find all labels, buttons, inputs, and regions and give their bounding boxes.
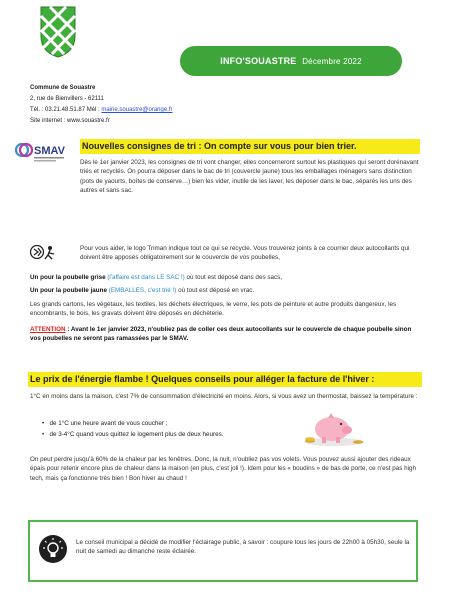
piggy-bank-icon (300, 408, 370, 448)
tel-label: Tél. : 03.21.48.51.87 Mél : (30, 107, 100, 113)
tri-paragraph-2: Pour vous aider, le logo Triman indique tout ce qui se recycle. Vous trouverez joints à ce courrier deux autocollants qui doivent être apposés obligatoirement sur le couvercle de vos poubelles, (80, 245, 410, 262)
tri-warning (30, 325, 420, 344)
tri-section-title: Nouvelles consignes de tri : On compte sur vous pour bien trier. (80, 139, 420, 154)
email-link[interactable]: mairie.souastre@orange.fr (101, 107, 173, 113)
website[interactable]: Site internet : www.souastre.fr (30, 118, 110, 124)
banner-title: INFO'SOUASTRE (220, 56, 297, 66)
yellow-bin-note: (EMBALLES, c'est trié !) (108, 287, 177, 294)
warning-text: : Avant le 1er janvier 2023, n'oubliez pas de coller ces deux autocollants sur le couvercle de chaque poubelle sinon vos poubelles ne seront pas ramassées par le SMAV. (30, 326, 412, 343)
yellow-bin-line (30, 286, 420, 295)
tri-paragraph-3: Les grands cartons, les végétaux, les textiles, les déchets électriques, le verre, les pots de peinture et autre produits dangereux, les encombrants, le bois, les gravats doivent être déposés en déchèterie. (30, 301, 397, 318)
energy-section-title: Le prix de l'énergie flambe ! Quelques conseils pour alléger la facture de l'hiver : (28, 372, 422, 387)
energy-bullet-list (42, 418, 292, 440)
commune-name: Commune de Souastre (30, 85, 96, 91)
lightbulb-icon (38, 534, 68, 564)
tri-paragraph-1: Dès le 1er janvier 2023, les consignes de tri vont changer, elles concerneront surtout les plastiques qui seront dorénavant triés et recyclés. On pourra déposer dans le bac de tri (couvercle jaune) tous les emballages ménagers sans distinction (pots de yaourts, boîtes de conserve…) bien les vider, inutile de les laver, les déposer dans le bac, séparés les uns des autres et sans sac. (80, 159, 419, 194)
energy-paragraph-2: On peut perdre jusqu'à 60% de la chaleur par les fenêtres. Donc, la nuit, n'oubliez pas vos volets. Vous pouvez aussi ajouter des rideaux épais pour retenir encore plus de chaleur dans la maison (en plus, c'est joli !). Idem pour les « boudins » de bas de porte, ce n'est pas high tech, mais ça fonctionne très bien ! Bon hiver au chaud ! (30, 456, 417, 482)
lighting-notice-text: Le conseil municipal a décidé de modifier l'éclairage public, à savoir : coupure tous les jours de 22h00 à 05h30, seule la nuit de samedi au dimanche reste éclairée. (76, 539, 410, 556)
grey-bin-label: Un pour la poubelle grise (30, 274, 106, 281)
grey-bin-rest: où tout est déposé dans des sacs, (186, 274, 283, 281)
grey-bin-line (30, 273, 420, 282)
smav-logo-icon (14, 140, 72, 164)
triman-logo-icon (30, 244, 60, 260)
grey-bin-note: (l'affaire est dans LE SAC !) (107, 274, 185, 281)
commune-address-block (30, 83, 173, 127)
energy-bullet-2: • de 3-4°C quand vous quittez le logement plus de deux heures. (42, 431, 224, 438)
banner-month: Décembre 2022 (302, 57, 362, 66)
yellow-bin-label: Un pour la poubelle jaune (30, 287, 107, 294)
street-address: 2, rue de Bienvillers - 62111 (30, 96, 104, 102)
warning-label: ATTENTION (30, 326, 66, 333)
energy-bullet-1: • de 1°C une heure avant de vous coucher ; (42, 420, 168, 427)
newsletter-banner (180, 46, 402, 76)
energy-paragraph-1: 1°C en moins dans la maison, c'est 7% de consommation d'électricité en moins. Alors, si vous avez un thermostat, baissez la température : (30, 393, 418, 400)
commune-crest-icon (40, 6, 76, 58)
smav-logo-text: SMAV (34, 145, 65, 157)
yellow-bin-rest: où tout est déposé en vrac. (178, 287, 255, 294)
contact-line (30, 105, 173, 116)
